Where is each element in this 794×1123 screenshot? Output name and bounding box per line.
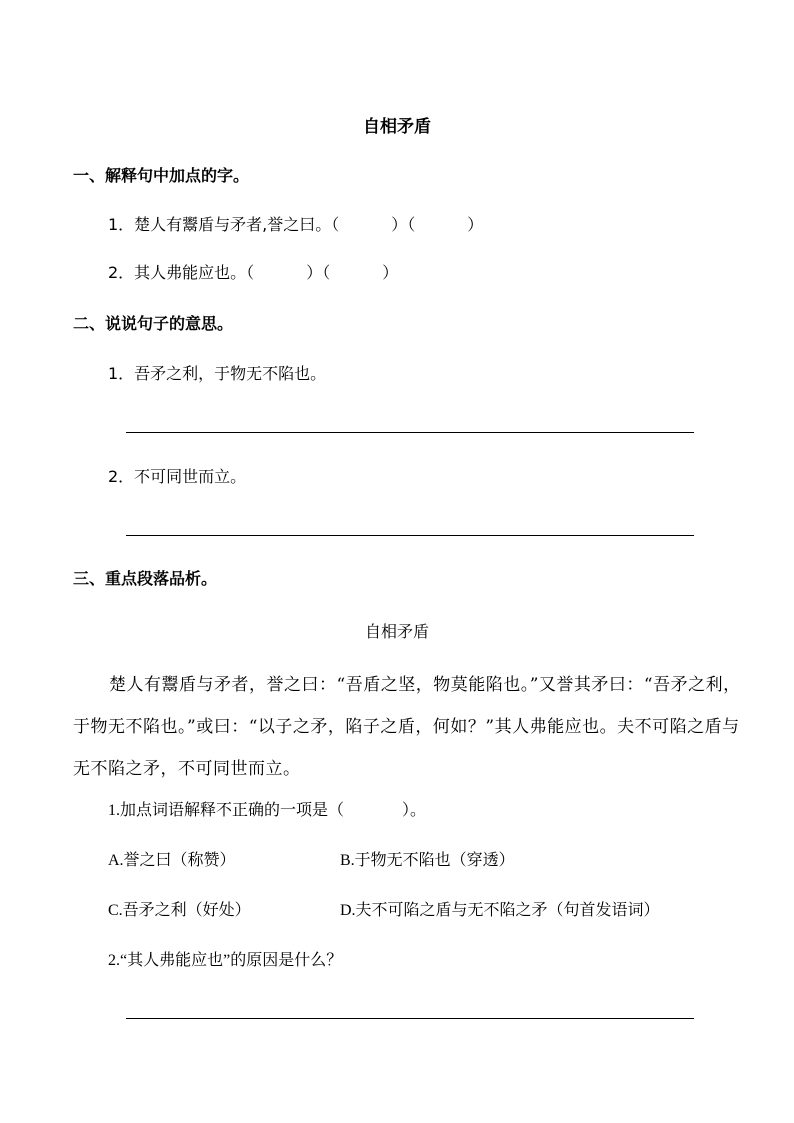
answer-line[interactable] xyxy=(126,535,694,536)
question-bracket: ）（ xyxy=(391,215,416,234)
option-d[interactable]: D.夫不可陷之盾与无不陷之矛（句首发语词） xyxy=(340,902,660,919)
section-heading-1: 一、解释句中加点的字。 xyxy=(73,166,250,185)
question-text: 1.加点词语解释不正确的一项是（ xyxy=(108,802,345,819)
option-a[interactable]: A.誉之曰（称赞） xyxy=(108,852,236,869)
page-title: 自相矛盾 xyxy=(363,117,431,137)
question-3-2: 2.“其人弗能应也”的原因是什么？ xyxy=(108,952,343,969)
question-3-1 xyxy=(108,798,426,824)
answer-line[interactable] xyxy=(126,1018,694,1019)
question-1-2 xyxy=(108,260,398,286)
section-heading-2: 二、说说句子的意思。 xyxy=(73,314,234,333)
question-bracket: ）（ xyxy=(306,263,331,282)
question-bracket: ） xyxy=(382,263,399,282)
question-text: 1．楚人有鬻盾与矛者,誉之曰。（ xyxy=(108,215,340,234)
question-text: 2．其人弗能应也。（ xyxy=(108,263,255,282)
option-c[interactable]: C.吾矛之利（好处） xyxy=(108,902,251,919)
question-bracket: ）。 xyxy=(402,802,427,819)
option-b[interactable]: B.于物无不陷也（穿透） xyxy=(340,852,515,869)
passage-title: 自相矛盾 xyxy=(364,622,429,641)
question-bracket: ） xyxy=(467,215,484,234)
answer-line[interactable] xyxy=(126,432,694,433)
section-heading-3: 三、重点段落品析。 xyxy=(73,569,218,588)
question-2-1: 1．吾矛之利，于物无不陷也。 xyxy=(108,364,327,383)
question-2-2: 2．不可同世而立。 xyxy=(108,467,247,486)
question-1-1 xyxy=(108,212,483,238)
passage-text: 楚人有鬻盾与矛者，誉之曰：“吾盾之坚，物莫能陷也。”又誉其矛曰：“吾矛之利，于物无不陷也。”或曰：“以子之矛，陷子之盾，何如？”其人弗能应也。夫不可陷之盾与无不陷之矛，不可同世而立。 xyxy=(73,675,741,779)
